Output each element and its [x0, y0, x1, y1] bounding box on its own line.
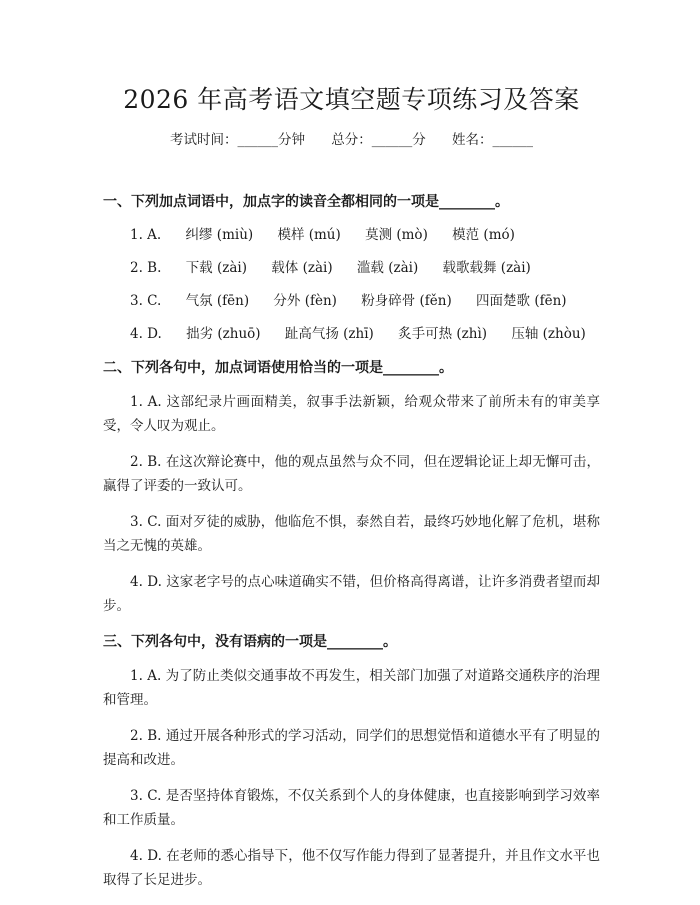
question-option: 3. C. 是否坚持体育锻炼，不仅关系到个人的身体健康，也直接影响到学习效率和工作质量。 [103, 788, 600, 828]
option-word: 压轴 (zhòu) [511, 326, 586, 342]
option-word: 莫测 (mò) [365, 227, 428, 243]
page-title: 2026 年高考语文填空题专项练习及答案 [123, 85, 580, 114]
option-word: 载体 (zài) [271, 260, 333, 276]
option-word: 模范 (mó) [452, 227, 515, 243]
section-3-heading: 三、下列各句中，没有语病的一项是________。 [103, 634, 397, 650]
question-option: 4. D. 在老师的悉心指导下，他不仅写作能力得到了显著提升，并且作文水平也取得了长足进步。 [103, 848, 600, 888]
option-prefix: 1. A. [130, 227, 162, 243]
option-word: 炙手可热 (zhì) [398, 326, 488, 342]
section-2-heading: 二、下列各句中，加点词语使用恰当的一项是________。 [103, 360, 453, 376]
section-1-heading: 一、下列加点词语中，加点字的读音全都相同的一项是________。 [103, 194, 509, 210]
option-row [103, 291, 600, 311]
option-prefix: 2. B. [130, 260, 162, 276]
option-word: 趾高气扬 (zhī) [284, 326, 374, 342]
question-option: 1. A. 这部纪录片画面精美，叙事手法新颖，给观众带来了前所未有的审美享受，令人叹为观止。 [103, 394, 600, 434]
option-word: 下载 (zài) [185, 260, 247, 276]
question-option: 4. D. 这家老字号的点心味道确实不错，但价格高得离谱，让许多消费者望而却步。 [103, 574, 600, 614]
option-word: 载歌载舞 (zài) [442, 260, 531, 276]
question-option: 2. B. 通过开展各种形式的学习活动，同学们的思想觉悟和道德水平有了明显的提高和改进。 [103, 728, 600, 768]
option-word: 拙劣 (zhuō) [186, 326, 261, 342]
option-word: 四面楚歌 (fēn) [476, 293, 567, 309]
option-word: 分外 (fèn) [273, 293, 337, 309]
option-word: 粉身碎骨 (fěn) [361, 293, 452, 309]
option-prefix: 3. C. [130, 293, 162, 309]
exam-meta [103, 130, 600, 150]
exam-score: 总分：______分 [331, 132, 426, 148]
option-prefix: 4. D. [130, 326, 162, 342]
question-option: 2. B. 在这次辩论赛中，他的观点虽然与众不同，但在逻辑论证上却无懈可击，赢得了评委的一致认可。 [103, 454, 600, 494]
question-option: 3. C. 面对歹徒的威胁，他临危不惧，泰然自若，最终巧妙地化解了危机，堪称当之无愧的英雄。 [103, 514, 600, 554]
option-word: 气氛 (fēn) [185, 293, 250, 309]
option-word: 滥载 (zài) [356, 260, 419, 276]
student-name: 姓名：______ [452, 132, 534, 148]
option-word: 模样 (mú) [277, 227, 341, 243]
option-row [103, 258, 600, 278]
option-row [103, 324, 600, 344]
exam-time: 考试时间：______分钟 [169, 132, 305, 148]
question-option: 1. A. 为了防止类似交通事故不再发生，相关部门加强了对道路交通秩序的治理和管理。 [103, 668, 600, 708]
option-row [103, 225, 600, 245]
option-word: 纠缪 (miù) [185, 227, 254, 243]
